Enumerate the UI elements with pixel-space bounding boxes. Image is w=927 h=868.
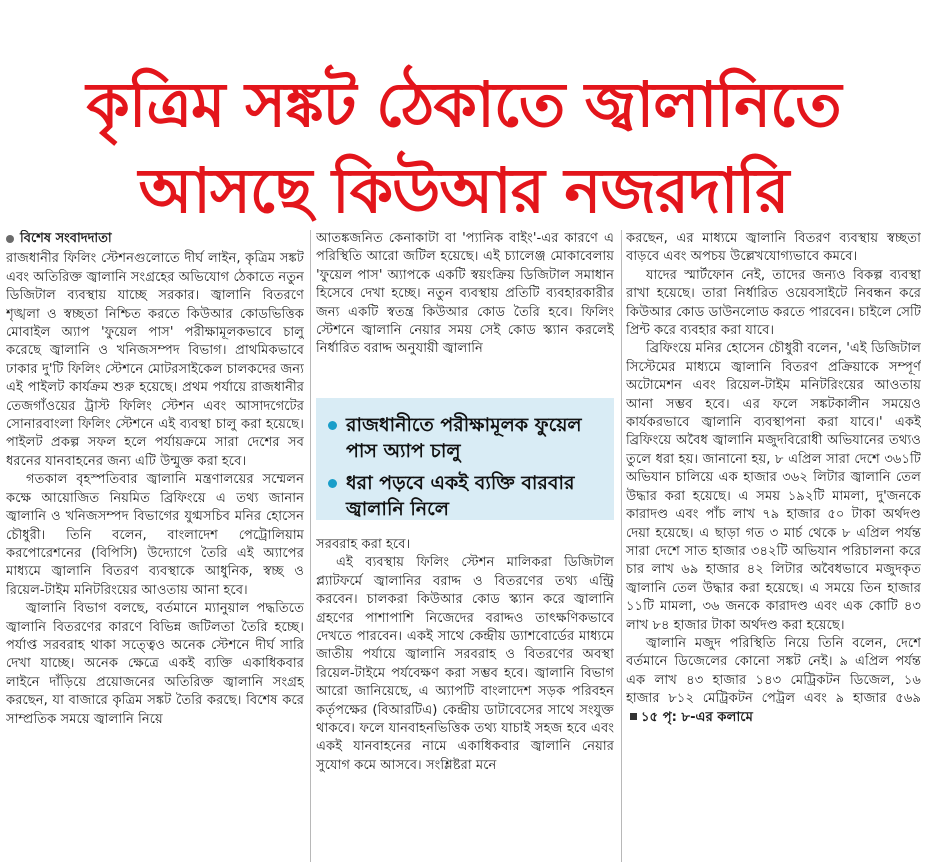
bullet-icon: [328, 421, 337, 430]
paragraph: জ্বালানি বিভাগ বলছে, বর্তমানে ম্যানুয়াল পদ্ধতিতে জ্বালানি বিতরণের কারণে বিভিন্ন জটিলতা তৈরি হচ্ছে। পর্যাপ্ত সরবরাহ থাকা সত্ত্বেও অনেক স্টেশনে দীর্ঘ সারি দেখা যাচ্ছে। অনেক ক্ষেত্রে একই ব্যক্তি একাধিকবার লাইনে দাঁড়িয়ে প্রয়োজনের অতিরিক্ত জ্বালানি সংগ্রহ করছেন, যা বাজারে কৃত্রিম সঙ্কট তৈরি করছে। বিশেষ করে সাম্প্রতিক সময়ে জ্বালানি নিয়ে: [6, 601, 304, 727]
paragraph: করছেন, এর মাধ্যমে জ্বালানি বিতরণ ব্যবস্থায় স্বচ্ছতা বাড়বে এবং অপচয় উল্লেখযোগ্যভাবে কমবে।: [626, 231, 921, 265]
paragraph: গতকাল বৃহস্পতিবার জ্বালানি মন্ত্রণালয়ের সম্মেলন কক্ষে আয়োজিত নিয়মিত ব্রিফিংয়ে এ তথ্য জানান জ্বালানি ও খনিজসম্পদ বিভাগের যুগ্মসচিব মনির হোসেন চৌধুরী। তিনি বলেন, বাংলাদেশ পেট্রোলিয়াম করপোরেশনের (বিপিসি) উদ্যোগে তৈরি এই অ্যাপের মাধ্যমে জ্বালানি বিতরণ ব্যবস্থাকে আধুনিক, স্বচ্ছ ও রিয়েল-টাইম মনিটরিংয়ের আওতায় আনা হবে।: [6, 472, 304, 598]
continuation-text[interactable]: ১৫ পৃ: ৮-এর কলামে: [641, 709, 753, 725]
paragraph: রাজধানীর ফিলিং স্টেশনগুলোতে দীর্ঘ লাইন, কৃত্রিম সঙ্কট এবং অতিরিক্ত জ্বালানি সংগ্রহের অভিযোগ ঠেকাতে নতুন ডিজিটাল ব্যবস্থায় যাচ্ছে সরকার। জ্বালানি বিতরণে শৃঙ্খলা ও স্বচ্ছতা নিশ্চিত করতে কিউআর কোডভিত্তিক মোবাইল অ্যাপ 'ফুয়েল পাস' পরীক্ষামূলকভাবে চালু করেছে জ্বালানি ও খনিজসম্পদ বিভাগ। প্রাথমিকভাবে ঢাকার দু'টি ফিলিং স্টেশনে মোটরসাইকেল চালকদের জন্য এই পাইলট কার্যক্রম শুরু হয়েছে। প্রথম পর্যায়ে রাজধানীর তেজগাঁওয়ের ট্রাস্ট ফিলিং স্টেশন এবং আসাদগেটের সোনারবাংলা ফিলিং স্টেশনে এই ব্যবস্থা চালু করা হয়েছে। পাইলট প্রকল্প সফল হলে পর্যায়ক্রমে সারা দেশের সব ধরনের যানবাহনের জন্য এটি উন্মুক্ত করা হবে।: [6, 251, 304, 469]
column-2-top: [316, 230, 614, 380]
column-2: [316, 230, 614, 862]
paragraph: আতঙ্কজনিত কেনাকাটা বা 'প্যানিক বাইং'-এর কারণে এ পরিস্থিতি আরো জটিল হয়েছে। এই চ্যালেঞ্জ মোকাবেলায় 'ফুয়েল পাস' অ্যাপকে একটি স্বয়ংক্রিয় ডিজিটাল সমাধান হিসেবে দেখা হচ্ছে। নতুন ব্যবস্থায় প্রতিটি ব্যবহারকারীর জন্য একটি স্বতন্ত্র কিউআর কোড তৈরি হবে। ফিলিং স্টেশনে জ্বালানি নেয়ার সময় সেই কোড স্ক্যান করলেই নির্ধারিত বরাদ্দ অনুযায়ী জ্বালানি: [316, 231, 614, 357]
article-body: [6, 230, 921, 862]
square-icon: [630, 713, 637, 720]
paragraph: [626, 635, 921, 727]
headline: [0, 62, 927, 234]
bullet-icon: [328, 479, 337, 488]
highlight-text: ধরা পড়বে একই ব্যক্তি বারবার জ্বালানি নিলে: [346, 472, 575, 520]
column-1: [6, 230, 304, 862]
byline-text: বিশেষ সংবাদদাতা: [20, 231, 112, 246]
byline: [6, 230, 304, 248]
highlight-item: [328, 412, 604, 464]
highlight-item: [328, 470, 604, 522]
headline-line-2: আসছে কিউআর নজরদারি: [138, 153, 789, 227]
paragraph: এই ব্যবস্থায় ফিলিং স্টেশন মালিকরা ডিজিটাল প্ল্যাটফর্মে জ্বালানির বরাদ্দ ও বিতরণের তথ্য এন্ট্রি করবেন। চালকরা কিউআর কোড স্ক্যান করে জ্বালানি গ্রহণের পাশাপাশি নিজেদের বরাদ্দও তাৎক্ষণিকভাবে দেখতে পারবেন। একই সাথে কেন্দ্রীয় ড্যাশবোর্ডের মাধ্যমে জাতীয় পর্যায়ে জ্বালানি সরবরাহ ও বিতরণের অবস্থা রিয়েল-টাইমে পর্যবেক্ষণ করা সম্ভব হবে। জ্বালানি বিভাগ আরো জানিয়েছে, এ অ্যাপটি বাংলাদেশ সড়ক পরিবহন কর্তৃপক্ষের (বিআরটিএ) কেন্দ্রীয় ডাটাবেসের সাথে সংযুক্ত থাকবে। ফলে যানবাহনভিত্তিক তথ্য যাচাই সহজ হবে এবং একই যানবাহনের নামে একাধিকবার জ্বালানি নেয়ার সুযোগ কমে আসবে। সংশ্লিষ্টরা মনে: [316, 555, 614, 773]
paragraph: ব্রিফিংয়ে মনির হোসেন চৌধুরী বলেন, 'এই ডিজিটাল সিস্টেমের মাধ্যমে জ্বালানি বিতরণ প্রক্রিয়াকে সম্পূর্ণ অটোমেশন এবং রিয়েল-টাইম মনিটরিংয়ের আওতায় আনা সম্ভব হবে। এর ফলে সঙ্কটকালীন সময়েও কার্যকরভাবে জ্বালানি ব্যবস্থাপনা করা যাবে।' একই ব্রিফিংয়ে অবৈধ জ্বালানি মজুদবিরোধী অভিযানের তথ্যও তুলে ধরা হয়। জানানো হয়, ৮ এপ্রিল সারা দেশে ৩৬১টি অভিযান চালিয়ে এক হাজার ৩৬২ লিটার জ্বালানি তেল উদ্ধার করা হয়েছে। এ সময় ১৯২টি মামলা, দু'জনকে কারাদণ্ড এবং পাঁচ লাখ ৭৯ হাজার ৫০ টাকা অর্থদণ্ড দেয়া হয়েছে। এ ছাড়া গত ৩ মার্চ থেকে ৮ এপ্রিল পর্যন্ত সারা দেশে সাত হাজার ৩৪২টি অভিযান পরিচালনা করে চার লাখ ৬৯ হাজার ৪২ লিটার অবৈধভাবে মজুদকৃত জ্বালানি তেল উদ্ধার করা হয়েছে। এ সময়ে তিন হাজার ১১টি মামলা, ৩৬ জনকে কারাদণ্ড এবং এক কোটি ৪৩ লাখ ৮৪ হাজার টাকা অর্থদণ্ড করা হয়েছে।: [626, 341, 921, 633]
headline-line-1: কৃত্রিম সঙ্কট ঠেকাতে জ্বালানিতে: [86, 67, 841, 141]
highlight-box: [316, 398, 614, 520]
bullet-icon: [6, 235, 14, 243]
highlight-text: রাজধানীতে পরীক্ষামূলক ফুয়েল পাস অ্যাপ চালু: [346, 414, 582, 462]
paragraph-text: জ্বালানি মজুদ পরিস্থিতি নিয়ে তিনি বলেন, দেশে বর্তমানে ডিজেলের কোনো সঙ্কট নেই। ৯ এপ্রিল পর্যন্ত এক লাখ ৪৩ হাজার ১৪৩ মেট্রিকটন ডিজেল, ১৬ হাজার ৮১২ মেট্রিকটন পেট্রল এবং ৯ হাজার ৫৬৯: [626, 635, 921, 707]
paragraph: সরবরাহ করা হবে।: [316, 537, 411, 552]
column-3: [626, 230, 921, 862]
continuation-link[interactable]: [626, 710, 753, 725]
paragraph: যাদের স্মার্টফোন নেই, তাদের জন্যও বিকল্প ব্যবস্থা রাখা হয়েছে। তারা নির্ধারিত ওয়েবসাইটে নিবন্ধন করে কিউআর কোড ডাউনলোড করতে পারবেন। চাইলে সেটি প্রিন্ট করে ব্যবহার করা যাবে।: [626, 267, 921, 339]
